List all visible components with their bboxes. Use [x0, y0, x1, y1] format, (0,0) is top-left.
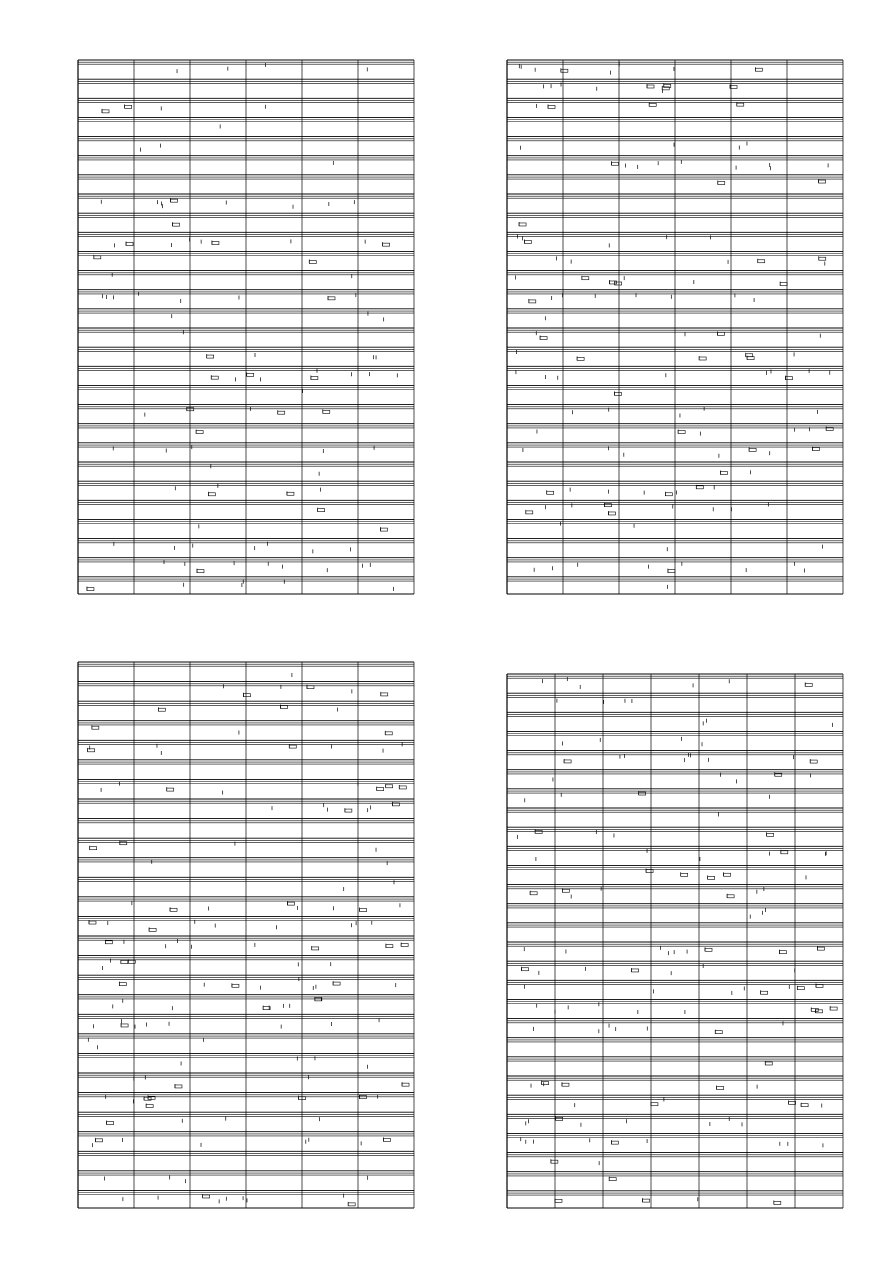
note-beam	[348, 1203, 355, 1206]
note-beam	[173, 223, 180, 226]
note-beam	[383, 243, 390, 246]
note-beam	[380, 528, 387, 531]
note-beam	[167, 788, 174, 791]
note-beam	[805, 683, 812, 686]
note-beam	[727, 895, 734, 898]
note-beam	[170, 908, 177, 911]
note-beam	[401, 943, 408, 946]
note-beam	[243, 694, 250, 697]
note-beam	[632, 969, 639, 972]
score-page-top-right-graphic	[505, 58, 845, 598]
note-beam	[105, 941, 112, 944]
note-beam	[96, 1139, 103, 1142]
score-page-bottom-right	[505, 672, 845, 1212]
note-beam	[345, 809, 352, 812]
note-beam	[526, 511, 533, 514]
note-beam	[720, 471, 727, 474]
note-beam	[212, 242, 219, 245]
note-beam	[615, 282, 622, 285]
note-beam	[360, 909, 367, 912]
note-beam	[385, 732, 392, 735]
note-beam	[307, 686, 314, 689]
note-beam	[399, 786, 406, 789]
note-beam	[522, 968, 529, 971]
note-beam	[830, 1007, 837, 1010]
note-beam	[381, 693, 388, 696]
note-beam	[125, 105, 132, 108]
note-beam	[608, 512, 615, 515]
note-beam	[146, 1105, 153, 1108]
score-page-top-left-graphic	[76, 58, 416, 598]
note-beam	[604, 504, 611, 507]
note-beam	[203, 1195, 210, 1198]
note-beam	[289, 745, 296, 748]
note-beam	[614, 392, 621, 395]
note-beam	[643, 1199, 650, 1202]
note-beam	[646, 870, 653, 873]
note-beam	[309, 260, 316, 263]
note-beam	[817, 947, 824, 950]
score-page-bottom-left	[76, 660, 416, 1212]
note-beam	[737, 103, 744, 106]
score-page-bottom-left-graphic	[76, 660, 416, 1212]
note-beam	[767, 833, 774, 836]
note-beam	[801, 1104, 808, 1107]
note-beam	[92, 726, 99, 729]
note-beam	[530, 892, 537, 895]
note-beam	[774, 1201, 781, 1204]
note-beam	[121, 961, 128, 964]
note-beam	[312, 947, 319, 950]
note-beam	[94, 256, 101, 259]
note-beam	[247, 373, 254, 376]
note-beam	[609, 1178, 616, 1181]
note-beam	[121, 1024, 128, 1027]
note-beam	[789, 1101, 796, 1104]
note-beam	[555, 1199, 562, 1202]
note-beam	[781, 851, 788, 854]
note-beam	[797, 987, 804, 990]
note-beam	[149, 928, 156, 931]
note-beam	[810, 760, 817, 763]
note-beam	[785, 377, 792, 380]
note-beam	[547, 491, 554, 494]
note-beam	[639, 792, 646, 795]
note-beam	[780, 283, 787, 286]
note-beam	[561, 69, 568, 72]
note-beam	[577, 357, 584, 360]
note-beam	[386, 785, 393, 788]
note-beam	[524, 240, 531, 243]
note-beam	[158, 708, 165, 711]
note-beam	[386, 945, 393, 948]
note-beam	[529, 300, 536, 303]
note-beam	[816, 984, 823, 987]
note-beam	[699, 357, 706, 360]
note-beam	[328, 297, 335, 300]
note-beam	[562, 1083, 569, 1086]
note-beam	[681, 873, 688, 876]
note-beam	[647, 85, 654, 88]
note-beam	[779, 951, 786, 954]
note-beam	[402, 1083, 409, 1086]
note-beam	[519, 223, 526, 226]
note-beam	[333, 982, 340, 985]
note-beam	[383, 1138, 390, 1141]
note-beam	[377, 788, 384, 791]
note-beam	[548, 105, 555, 108]
note-beam	[323, 410, 330, 413]
note-beam	[542, 1082, 549, 1085]
note-beam	[315, 998, 322, 1001]
note-beam	[678, 430, 685, 433]
note-beam	[582, 277, 589, 280]
note-beam	[88, 749, 95, 752]
note-beam	[107, 1122, 114, 1125]
note-beam	[232, 984, 239, 987]
note-beam	[651, 1103, 658, 1106]
note-beam	[535, 830, 542, 833]
note-beam	[102, 110, 109, 113]
note-beam	[175, 1085, 182, 1088]
note-beam	[705, 948, 712, 951]
note-beam	[724, 873, 731, 876]
note-beam	[761, 991, 768, 994]
note-beam	[89, 921, 96, 924]
note-beam	[556, 1117, 563, 1120]
note-beam	[758, 260, 765, 263]
note-beam	[765, 1062, 772, 1065]
note-beam	[119, 983, 126, 986]
note-beam	[551, 1160, 558, 1163]
note-beam	[359, 1096, 366, 1099]
note-beam	[668, 570, 675, 573]
note-beam	[126, 243, 133, 246]
note-beam	[696, 486, 703, 489]
note-beam	[540, 337, 547, 340]
note-beam	[211, 376, 218, 379]
note-beam	[87, 588, 94, 591]
note-beam	[196, 431, 203, 434]
note-beam	[611, 162, 618, 165]
note-beam	[819, 180, 826, 183]
note-beam	[287, 902, 294, 905]
score-page-top-left	[76, 58, 416, 598]
note-beam	[715, 1031, 722, 1034]
note-beam	[749, 448, 756, 451]
note-beam	[755, 68, 762, 71]
note-beam	[287, 492, 294, 495]
note-beam	[197, 570, 204, 573]
note-beam	[717, 1087, 724, 1090]
note-beam	[311, 376, 318, 379]
note-beam	[318, 509, 325, 512]
note-beam	[90, 847, 97, 850]
note-beam	[708, 876, 715, 879]
note-beam	[562, 889, 569, 892]
score-page-top-right	[505, 58, 845, 598]
note-beam	[718, 181, 725, 184]
note-beam	[144, 1097, 151, 1100]
note-beam	[812, 448, 819, 451]
note-beam	[278, 411, 285, 414]
note-beam	[207, 355, 214, 358]
note-beam	[649, 103, 656, 106]
note-beam	[564, 760, 571, 763]
note-beam	[819, 257, 826, 260]
note-beam	[611, 1141, 618, 1144]
score-page-bottom-right-graphic	[505, 672, 845, 1212]
note-beam	[170, 199, 177, 202]
note-beam	[280, 705, 287, 708]
note-beam	[665, 493, 672, 496]
note-beam	[717, 332, 724, 335]
note-beam	[208, 493, 215, 496]
note-beam	[610, 281, 617, 284]
